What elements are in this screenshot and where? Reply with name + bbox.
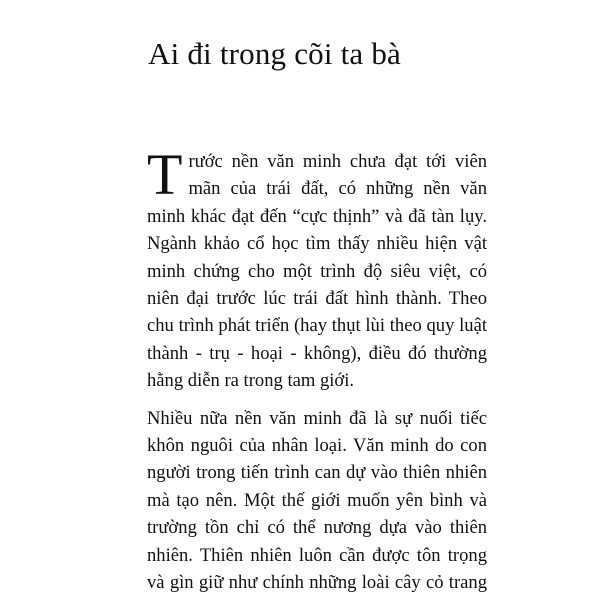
- chapter-title: Ai đi trong cõi ta bà: [148, 36, 402, 71]
- text-line: mãn của trái đất, có những nền văn: [188, 178, 487, 200]
- text-line: người trong tiến trình can dự vào thiên nhiên: [147, 462, 487, 484]
- text-line: rước nền văn minh chưa đạt tới viên: [188, 151, 487, 172]
- paragraph-2: [147, 405, 487, 597]
- text-line: khôn nguôi của nhân loại. Văn minh do con: [147, 435, 487, 457]
- text-line: và gìn giữ như chính những loài cây cỏ trang: [147, 572, 487, 594]
- paragraph-1: [147, 142, 487, 395]
- text-line: nhiên. Thiên nhiên luôn cần được tôn trọng: [147, 544, 487, 566]
- text-line: hằng diễn ra trong tam giới.: [147, 370, 355, 392]
- text-line: Nhiều nữa nền văn minh đã là sự nuối tiếc: [147, 407, 487, 429]
- body-text: [147, 142, 487, 597]
- text-line: mà tạo nên. Một thế giới muốn yên bình và: [147, 489, 487, 511]
- text-line: chu trình phát triển (hay thụt lùi theo quy luật: [147, 315, 487, 337]
- drop-cap: T: [147, 142, 183, 207]
- text-line: Ngành khảo cổ học tìm thấy nhiều hiện vật: [147, 233, 487, 255]
- text-line: trường tồn chỉ có thể nương dựa vào thiên: [147, 517, 487, 539]
- text-line: minh khác đạt đến “cực thịnh” và đã tàn lụy.: [147, 205, 487, 227]
- text-line: minh chứng cho một trình độ siêu việt, có: [147, 260, 487, 282]
- text-line: niên đại trước lúc trái đất hình thành. Theo: [147, 288, 487, 310]
- text-line: thành - trụ - hoại - không), điều đó thường: [147, 342, 487, 364]
